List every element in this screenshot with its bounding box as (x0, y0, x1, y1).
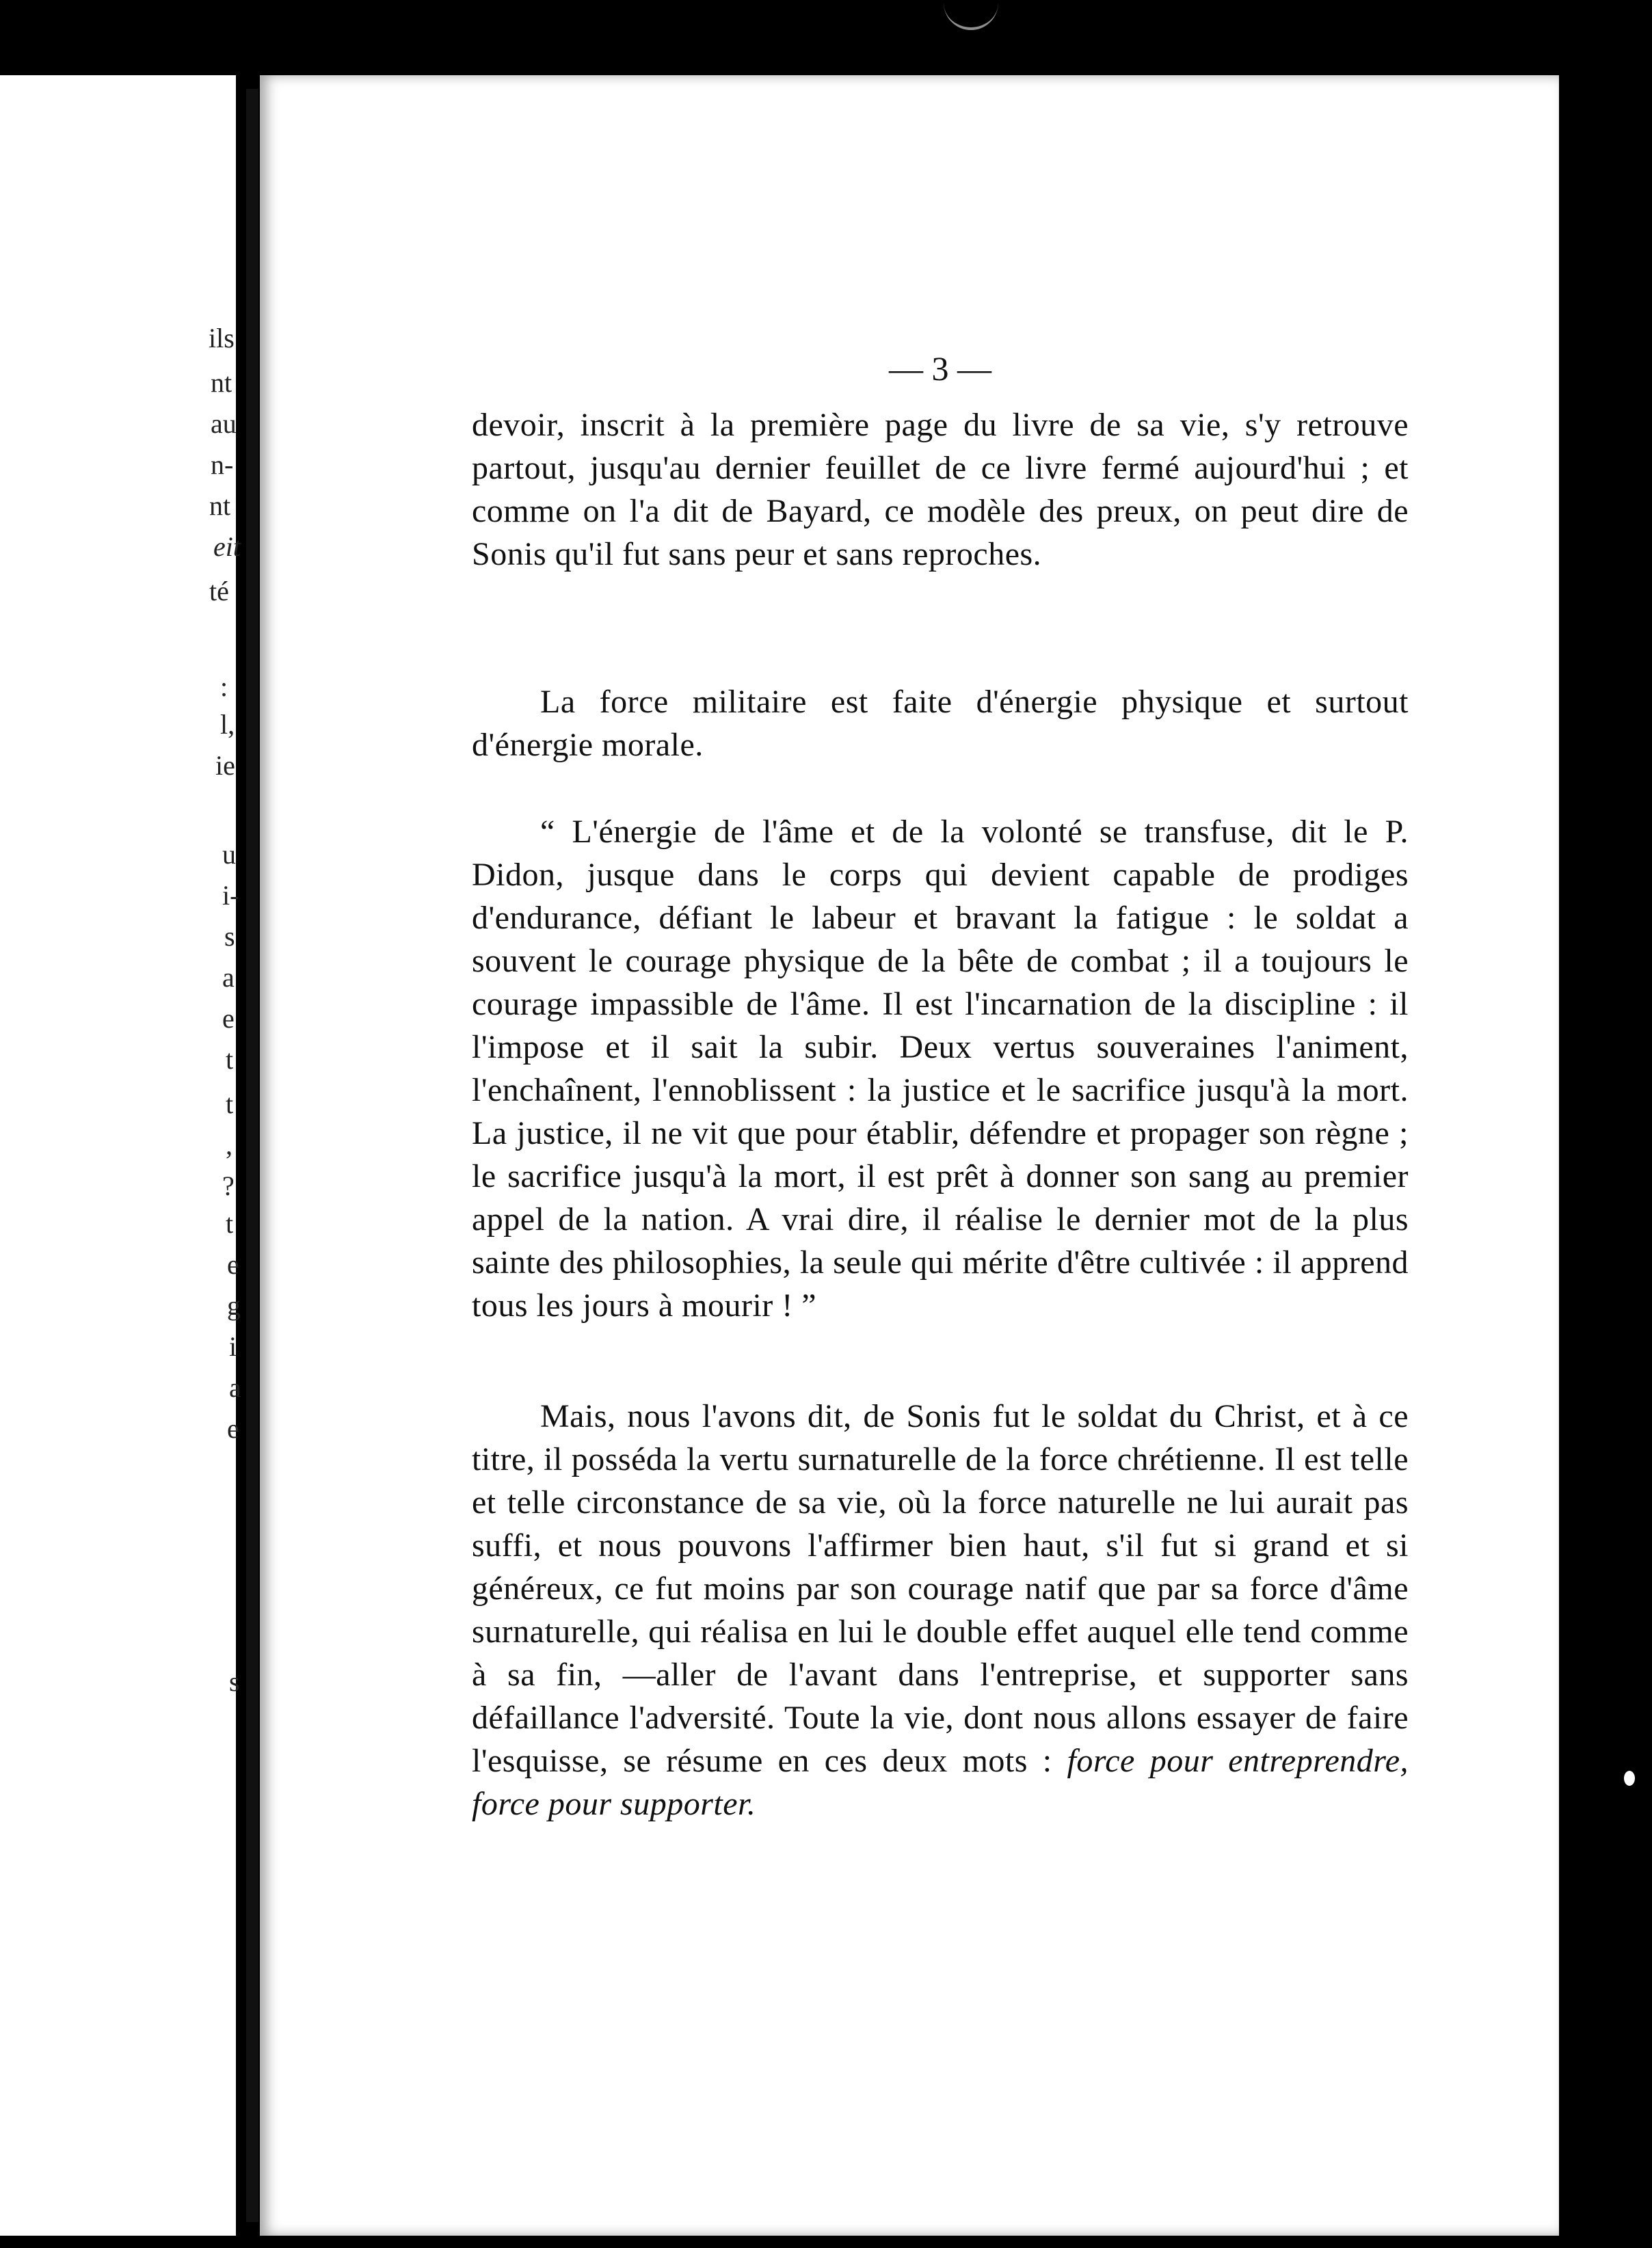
paragraph-4-italic: force pour entreprendre, force pour supporter. (472, 1743, 1409, 1822)
edge-mark (1624, 1771, 1635, 1786)
left-page-line-fragment: e (227, 1413, 239, 1444)
page-number: — 3 — (889, 349, 991, 388)
left-page-line-fragment: nt (209, 490, 231, 521)
paragraph-3-text: “ L'énergie de l'âme et de la volonté se transfuse, dit le P. Didon, jusque dans le corps qui devient capable de prodiges d'endurance, défiant le labeur et bravant la fatigue : le soldat a souvent le courage physique de la bête de combat ; il a toujours le courage impassible de l'âme. Il est l'incarnation de la discipline : il l'impose et il sait la subir. Deux vertus souveraines l'animent, l'enchaînent, l'ennoblissent : la justice et le sacrifice jusqu'à la mort. La justice, il ne vit que pour établir, défendre et propager son règne ; le sacrifice jusqu'à la mort, il est prêt à donner son sang au premier appel de la nation. A vrai dire, il réalise le dernier mot de la plus sainte des philosophies, la seule qui mérite d'être cultivée : il apprend tous les jours à mourir ! ” (472, 814, 1409, 1324)
left-page-line-fragment: s (229, 1666, 240, 1697)
left-page-line-fragment: : (220, 671, 228, 702)
left-page-line-fragment: u (222, 839, 236, 870)
scan-artifact (944, 0, 998, 30)
left-page-line-fragment: e (222, 1003, 235, 1034)
left-page-line-fragment: s (224, 921, 235, 952)
left-page-line-fragment: g (227, 1290, 241, 1321)
left-page-line-fragment: t (226, 1044, 234, 1075)
paragraph-2-text: La force militaire est faite d'énergie physique et surtout d'énergie morale. (472, 684, 1409, 763)
left-page-line-fragment: a (222, 962, 235, 993)
left-page-line-fragment: ils (209, 323, 235, 353)
paragraph-4-text (472, 1395, 1409, 1825)
left-page-line-fragment: l, (220, 709, 235, 740)
paragraph-1-text: devoir, inscrit à la première page du livre de sa vie, s'y retrouve partout, jusqu'au dernier feuillet de ce livre fermé aujourd'hui ; et comme on l'a dit de Bayard, ce modèle des preux, on peut dire de Sonis qu'il fut sans peur et sans reproches. (472, 407, 1409, 572)
left-page-line-fragment: nt (211, 367, 232, 398)
left-page-line-fragment: t (226, 1088, 234, 1119)
left-page-line-fragment: au (211, 408, 237, 439)
left-page-line-fragment: ? (222, 1170, 235, 1201)
left-page-line-fragment: a (229, 1372, 241, 1403)
paragraph-4-main: Mais, nous l'avons dit, de Sonis fut le soldat du Christ, et à ce titre, il posséda la vertu surnaturelle de la force chrétienne. Il est telle et telle circonstance de sa vie, où la force naturelle ne lui aurait pas suffi, et nous pouvons l'affirmer bien haut, s'il fut si grand et si généreux, ce fut moins par son courage natif que par sa force d'âme surnaturelle, qui réalisa en lui le double effet auquel elle tend comme à sa fin, —aller de l'avant dans l'entreprise, et supporter sans défaillance l'adversité. Toute la vie, dont nous allons essayer de faire l'esquisse, se résume en ces deux mots : (472, 1398, 1409, 1779)
paragraph-3-quote (472, 810, 1409, 1327)
left-page-line-fragment: n- (211, 449, 234, 480)
left-page-line-fragment: i (229, 1331, 237, 1362)
left-page-line-fragment: e (227, 1249, 239, 1280)
paragraph-4 (472, 1395, 1409, 1825)
paragraph-1 (472, 403, 1409, 576)
gutter-shadow (246, 89, 258, 2222)
left-page-line-fragment: té (209, 576, 229, 606)
left-page-line-fragment: ie (215, 750, 235, 781)
left-page-fragment (0, 75, 241, 2236)
left-page-line-fragment: , (226, 1129, 232, 1160)
left-page-line-fragment: eit (213, 531, 241, 562)
paragraph-2 (472, 680, 1409, 766)
left-page-line-fragment: t (226, 1208, 234, 1239)
left-page-line-fragment: i- (222, 880, 239, 911)
